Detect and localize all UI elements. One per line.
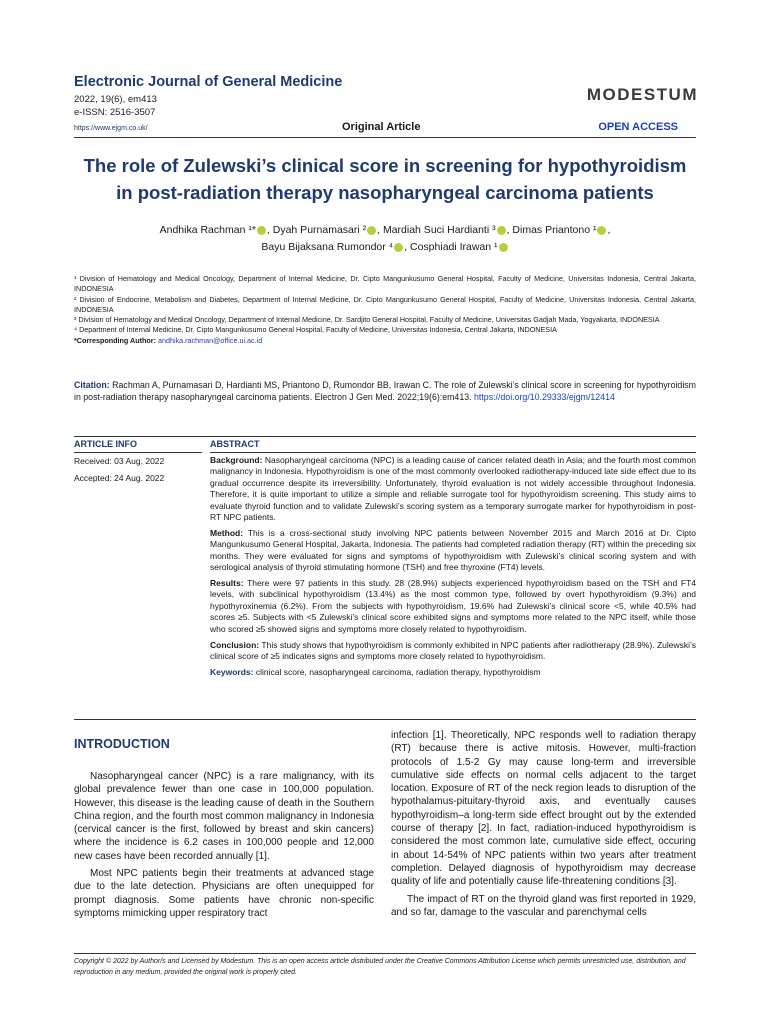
publisher-logo: MODESTUM [586, 85, 698, 104]
abstract-bottom-divider [74, 719, 696, 720]
paper-title [74, 152, 696, 206]
conclusion-label: Conclusion: [210, 639, 260, 650]
orcid-icon[interactable] [597, 226, 606, 235]
intro-paragraph-1: Nasopharyngeal cancer (NPC) is a rare malignancy, with its global prevalence fewer than one case in 100,000 population. However, this disease is the leading cause of death in the Southern China region, and the fourth most common malignancy in Indonesia (cervical cancer is the first, followed by breast and skin cancers) where the incidence is 6.2 cases in 100,000 people and 12,000 new cases have been recorded annually [1]. [74, 771, 374, 862]
introduction-heading: INTRODUCTION [74, 737, 170, 751]
open-access-label: OPEN ACCESS [598, 121, 678, 133]
author-2: , Dyah Purnamasari ² [266, 224, 367, 236]
journal-url-link[interactable]: https://www.ejgm.co.uk/ [74, 125, 148, 132]
orcid-icon[interactable] [394, 243, 403, 252]
keywords-label: Keywords: [210, 667, 254, 678]
right-column [391, 729, 696, 923]
issn: e-ISSN: 2516-3507 [74, 107, 156, 118]
affiliation-3: ³ Division of Hematology and Medical Oncology, Department of Internal Medicine, Dr. Sardjito General Hospital, Faculty of Medicine, Universitas Gadjah Mada, Yogyakarta, INDONESIA [74, 315, 660, 325]
citation-text: Rachman A, Purnamasari D, Hardianti MS, Priantono D, Rumondor BB, Irawan C. The role of Zulewski’s clinical score in screening for hypothyroidism in post-radiation therapy nasopharyngeal carcinoma patients. Electron J Gen Med. 2022;19(6):em413. [74, 380, 696, 402]
background-label: Background: [210, 455, 263, 465]
title-line-1: The role of Zulewski’s clinical score in screening for hypothyroidism [83, 155, 687, 176]
copyright-footer: Copyright © 2022 by Author/s and Licensed by Modestum. This is an open access article distributed under the Creative Commons Attribution License which permits unrestricted use, distribution, and reproduction in any medium, provided the original work is properly cited. [74, 958, 686, 976]
doi-link[interactable]: https://doi.org/10.29333/ejgm/12414 [474, 391, 615, 402]
affiliation-2: ² Division of Endocrine, Metabolism and Diabetes, Department of Internal Medicine, Dr. Cipto Mangunkusumo General Hospital, Faculty of Medicine, Universitas Indonesia, Central Jakarta, INDONESIA [74, 294, 696, 314]
volume-info: 2022, 19(6), em413 [74, 94, 157, 105]
conclusion-text: This study shows that hypothyroidism is commonly exhibited in NPC patients after radiotherapy (28.9%). Zulewski’s clinical score of ≥5 indicates signs and symptoms more closely related to hypothyroidism. [210, 639, 696, 661]
journal-name: Electronic Journal of General Medicine [74, 74, 343, 90]
title-line-2: in post-radiation therapy nasopharyngeal carcinoma patients [116, 182, 654, 203]
left-column [74, 770, 374, 924]
affiliation-4: ⁴ Department of Internal Medicine, Dr. Cipto Mangunkusumo General Hospital, Faculty of Medicine, Universitas Indonesia, Central Jakarta, INDONESIA [74, 325, 557, 335]
footer-divider [74, 953, 696, 954]
article-info-heading: ARTICLE INFO [74, 439, 137, 449]
citation [74, 380, 696, 403]
abstract-divider [210, 452, 696, 453]
background-text: Nasopharyngeal carcinoma (NPC) is a leading cause of cancer related death in Asia; and the fourth most common malignancy in Indonesia. Hypothyroidism is one of the most commonly overlooked radiotherapy-induced late side effect due to its gradual occurrence despite its irreversibility. Unfortunately, thyroid evaluation is not widely accessible throughout Indonesia. Therefore, it is quite important to utilize a simple and reliable surrogate tool for hypothyroidism screening. This study aims to evaluate thyroid function and to validate Zulewski’s scoring system as a temporary surrogate marker for hypothyroidism in post-RT NPC patients. [210, 455, 696, 523]
author-4: , Dimas Priantono ¹ [506, 224, 597, 236]
article-info-divider [74, 452, 202, 453]
abstract-body [210, 455, 696, 683]
author-6: , Cosphiadi Irawan ¹ [404, 241, 498, 253]
header-divider [74, 137, 696, 138]
method-text: This is a cross-sectional study involving NPC patients between November 2015 and March 2016 at Dr. Cipto Mangunkusumo General Hospital, Jakarta, Indonesia. The patients had completed radiation therapy (RT) within the preceding six months. They were evaluated for signs and symptoms of hypothyroidism with Zulewski’s clinical scoring system and with serological analysis of thyroid stimulating hormone (TSH) and free thyroxine (FT4) levels. [210, 527, 696, 573]
intro-paragraph-2: Most NPC patients begin their treatments at advanced stage due to the late detection. Physicians are often unequipped for prompt diagnosis. Some patients have chronic non-specific symptoms mimicking upper respiratory tract [74, 868, 374, 919]
orcid-icon[interactable] [367, 226, 376, 235]
received-date: Received: 03 Aug. 2022 [74, 456, 165, 466]
affiliation-1: ¹ Division of Hematology and Medical Oncology, Department of Internal Medicine, Dr. Cipto Mangunkusumo General Hospital, Faculty of Medicine, Universitas Indonesia, Central Jakarta, INDONESIA [74, 274, 696, 294]
citation-label: Citation: [74, 380, 110, 390]
orcid-icon[interactable] [499, 243, 508, 252]
corresponding-email-link[interactable]: andhika.rachman@office.ui.ac.id [157, 335, 263, 345]
intro-paragraph-3: infection [1]. Theoretically, NPC responds well to radiation therapy (RT) because there is active mitosis. However, multi-fraction protocols of 1.5-2 Gy may cause long-term and irreversible cumulative side effects on normal cells adjacent to the target location. Exposure of RT of the neck region leads to disruption of the hypothalamus-pituitary-thyroid axis, and eventually causes hypothyroidism–a long-term side effect brought out by the extended course of therapy [2]. In fact, radiation-induced hypothyroidism is considered the most common late, cumulative side effect, occuring in about 14-54% of NPC patients within two years after treatment completion. Delayed diagnosis of hypothyroidism may decrease quality of life and potentially cause life-threatening conditions [3]. [391, 730, 696, 888]
corresponding-author-label: *Corresponding Author: [74, 335, 156, 345]
author-3: , Mardiah Suci Hardianti ³ [377, 224, 496, 236]
article-type: Original Article [342, 121, 421, 133]
abstract-heading: ABSTRACT [210, 439, 260, 449]
keywords-text: clinical score, nasopharyngeal carcinoma, radiation therapy, hypothyroidism [255, 667, 541, 678]
affiliations [74, 274, 696, 346]
author-5: Bayu Bijaksana Rumondor ⁴ [261, 241, 394, 253]
orcid-icon[interactable] [257, 226, 266, 235]
results-label: Results: [210, 578, 244, 589]
results-text: There were 97 patients in this study. 28 (28.9%) subjects experienced hypothyroidism based on the TSH and FT4 levels, with subclinical hypothyroidism (13.4%) as the most common type, followed by overt hypothyroidism (9.3%) and hypothyroxinemia (6.2%). From the subjects with hypothyroidism, 19.6% had Zulewski’s clinical score <5, while 40.5% had scores ≥5. Subjects with <5 Zulewski’s clinical score exhibited signs and symptoms more related to the NPC itself, while those who scored ≥5 showed signs and symptoms more closely related to hypothyroidism. [210, 578, 696, 634]
method-label: Method: [210, 527, 244, 538]
section-divider [74, 436, 696, 437]
intro-paragraph-4: The impact of RT on the thyroid gland was first reported in 1929, and so far, damage to the vascular and parenchymal cells [391, 893, 696, 918]
author-list: Andhika Rachman ¹* , Dyah Purnamasari ² , Mardiah Suci Hardianti ³ , Dimas Priantono ¹ , Bayu Bijaksana Rumondor ⁴ , Cosphiadi Irawan ¹ [159, 224, 611, 253]
accepted-date: Accepted: 24 Aug. 2022 [74, 473, 165, 483]
author-1: Andhika Rachman ¹* [159, 224, 256, 236]
orcid-icon[interactable] [497, 226, 506, 235]
